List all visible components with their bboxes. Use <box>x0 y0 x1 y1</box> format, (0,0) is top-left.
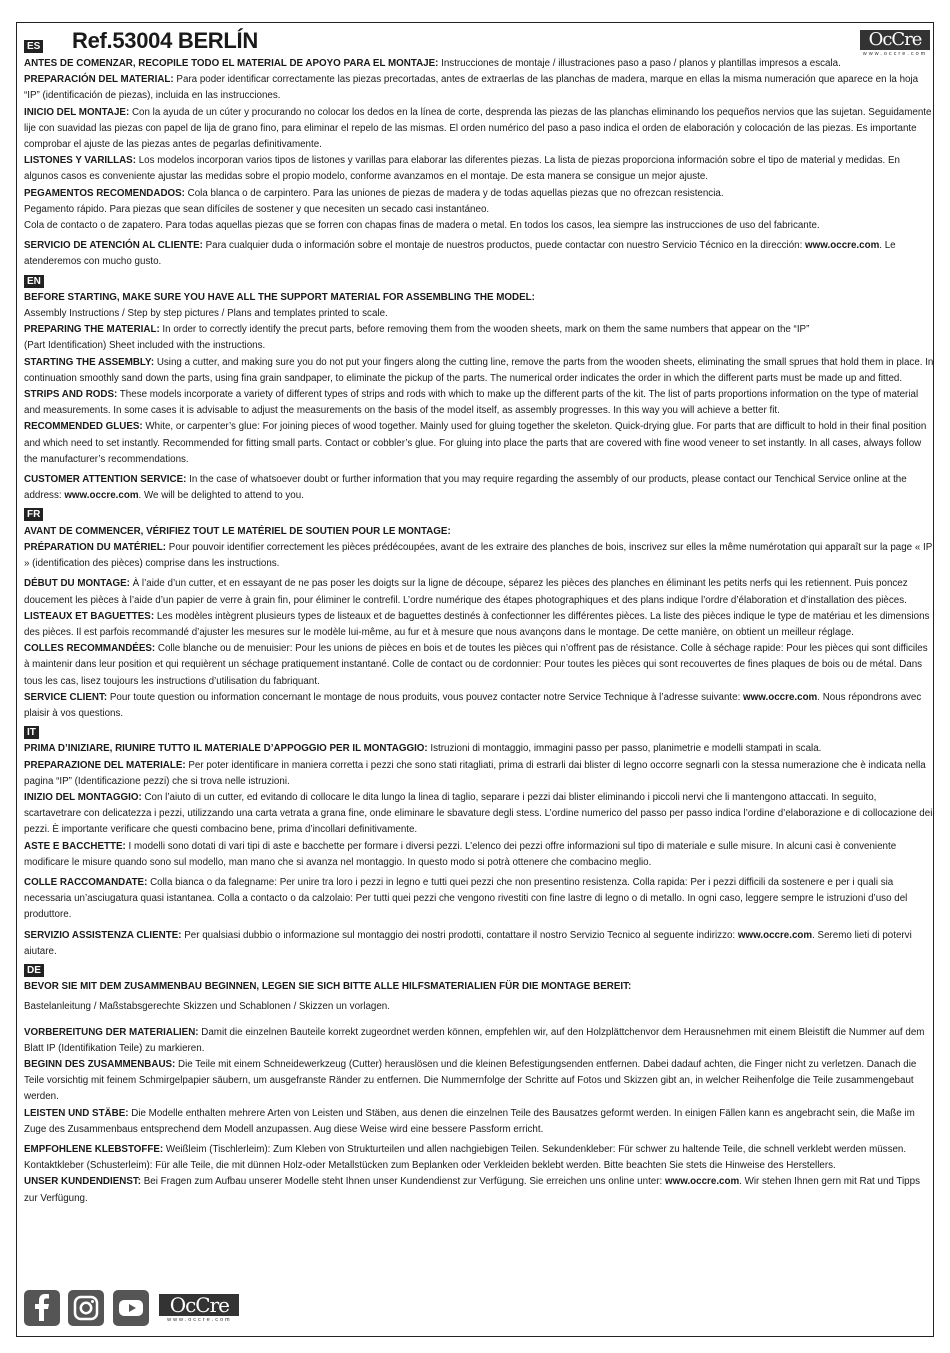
paragraph-heading: INIZIO DEL MONTAGGIO: <box>24 791 142 803</box>
paragraph-text: Damit die einzelnen Bauteile korrekt zugeordnet werden können, empfehlen wir, auf den Holzplättchenvor dem Herausnehmen mit einem Bleistift die Nummer auf dem Blatt IP (Identifikation Teile) zu markieren. <box>24 1026 925 1054</box>
paragraph <box>24 72 934 104</box>
paragraph-text: Les modèles intègrent plusieurs types de listeaux et de baguettes destinés à confectionner les différentes pièces. La liste des pièces indique le type de matériau et les dimensions des pièces. Il est parfois recommandé d’ajuster les mesures sur le modèle lui-même, au fur et à mesure que nous avançons dans le montage. De cette manière, on obtient un meilleur réglage. <box>24 610 930 638</box>
paragraph <box>24 875 934 924</box>
paragraph-heading: LISTONES Y VARILLAS: <box>24 155 136 167</box>
website-link[interactable]: www.occre.com <box>664 1176 740 1188</box>
paragraph-text: Cola blanca o de carpintero. Para las uniones de piezas de madera y de todas aquellas piezas que no ofrezcan resistencia. <box>184 187 724 199</box>
paragraph-text-end: . Le atenderemos con mucho gusto. <box>24 240 896 268</box>
paragraph-text: Per poter identificare in maniera corretta i pezzi che sono stati ritagliati, prima di estrarli dai blister di legno occorre segnarli con la stessa numerazione che è indicata nella pagina “IP” (Identificazione pezzi) che si trova nelle istruzioni. <box>24 759 926 787</box>
paragraph-heading: STARTING THE ASSEMBLY: <box>24 356 155 368</box>
paragraph-text: White, or carpenter’s glue: For joining pieces of wood together. Mainly used for gluing together the skeleton. Quick-drying glue. For parts that are difficult to hold in their final position and which need to set instantly. Recommended for fitting small parts. Contact or cobbler’s glue. For gluing into place the parts that are covered with fine wood veneer to set instantly. In all cases, always follow the manufacturer’s recommendations. <box>24 421 927 465</box>
paragraph <box>24 387 934 419</box>
paragraph-heading: SERVICIO DE ATENCIÓN AL CLIENTE: <box>24 240 203 252</box>
paragraph-heading: LISTEAUX ET BAGUETTES: <box>24 610 155 622</box>
paragraph <box>24 186 934 202</box>
section-de <box>24 960 934 1207</box>
paragraph-text: Assembly Instructions / Step by step pictures / Plans and templates printed to scale. <box>24 308 388 320</box>
instagram-icon[interactable] <box>68 1290 104 1326</box>
youtube-icon[interactable] <box>113 1290 149 1326</box>
paragraph <box>24 839 934 871</box>
paragraph-heading: BEVOR SIE MIT DEM ZUSAMMENBAU BEGINNEN, LEGEN SIE SICH BITTE ALLE HILFSMATERIALIEN FÜR DIE MONTAGE BEREIT: <box>24 981 632 993</box>
paragraph-text: Bei Fragen zum Aufbau unserer Modelle steht Ihnen unser Kundendienst zur Verfügung. Sie erreichen uns online unter: <box>141 1176 665 1188</box>
paragraph-text: In the case of whatsoever doubt or further information that you may require regarding the assembly of our products, please contact our Tenchical Service online at the address: <box>24 474 907 502</box>
paragraph <box>24 524 934 540</box>
paragraph <box>24 153 934 185</box>
paragraph <box>24 1106 934 1138</box>
paragraph-text: À l’aide d’un cutter, et en essayant de ne pas poser les doigts sur la ligne de découpe, séparez les pièces des planches en éliminant les petits nerfs qui les retiennent. Puis poncez doucement les pièces à l’aide d’un papier de verre à grain fin, pour éliminer le contrefil. L’ordre numérique des étapes photographiques et des plans indique l’ordre d’élaboration et d’installation des pièces. <box>24 578 908 606</box>
paragraph-heading: PREPARAZIONE DEL MATERIALE: <box>24 759 186 771</box>
paragraph-heading: PRIMA D’INIZIARE, RIUNIRE TUTTO IL MATERIALE D’APPOGGIO PER IL MONTAGGIO: <box>24 743 428 755</box>
paragraph-text-end: . Seremo lieti di potervi aiutare. <box>24 929 912 957</box>
instructions-content <box>24 56 934 1207</box>
ref-title: Ref.53004 BERLÍN <box>72 28 258 53</box>
lang-badge-es-header: ES <box>24 40 43 53</box>
paragraph <box>24 790 934 839</box>
paragraph-text-end: . We will be delighted to attend to you. <box>138 490 304 502</box>
paragraph-text: Con l’aiuto di un cutter, ed evitando di collocare le dita lungo la linea di taglio, separare i pezzi dai blister eliminando i piccoli nervi che li mantengono attaccati. In seguito, scartavetrare con delicatezza i pezzi, utilizzando una carta vetrata a grana fine, onde eliminare le sbavature degli stess. L’ordine numerico del passo per passo indica l’ordine d’elaborazione e di collocazione dei pezzi. È importante verificare che questi combacino bene, prima d’incollari definitivamente. <box>24 791 933 836</box>
paragraph-heading: INICIO DEL MONTAJE: <box>24 106 130 118</box>
paragraph <box>24 472 934 504</box>
paragraph-heading: SERVICE CLIENT: <box>24 691 108 703</box>
paragraph <box>24 56 934 72</box>
paragraph-heading: PRÉPARATION DU MATÉRIEL: <box>24 541 167 553</box>
paragraph-text: Cola de contacto o de zapatero. Para todas aquellas piezas que se forren con chapas finas de madera o metal. En todos los casos, lea siempre las instrucciones de uso del fabricante. <box>24 220 820 232</box>
website-link[interactable]: www.occre.com <box>737 929 813 941</box>
section-fr <box>24 504 934 722</box>
paragraph-text: Colle blanche ou de menuisier: Pour les unions de pièces en bois et de toutes les pièces qui n’offrent pas de résistance. Colle à séchage rapide: Pour les pièces qui sont difficiles à maintenir dans leur position et qui requièrent un séchage pratiquement instantané. Colle de contact ou de cordonnier: Pour toutes les pièces qui sont recouvertes de fines plaques de bois ou de métal. Dans tous les cas, lisez toujours les instructions d’utilisation du fabriquant. <box>24 643 928 687</box>
header <box>24 28 934 56</box>
paragraph-heading: VORBEREITUNG DER MATERIALIEN: <box>24 1026 199 1038</box>
footer-logo-text: OcCre <box>169 1293 229 1317</box>
paragraph <box>24 1025 934 1057</box>
paragraph-heading: BEGINN DES ZUSAMMENBAUS: <box>24 1058 176 1070</box>
paragraph-text: I modelli sono dotati di vari tipi di aste e bacchette per formare i diversi pezzi. L’elenco dei pezzi offre informazioni sul tipo di materiale e sulle misure. In alcuni casi è conveniente modificare le misure quando sono sul modello, man mano che si avanza nel montaggio. In questo modo si potrà ottenere che combacino meglio. <box>24 840 897 868</box>
paragraph-text: Bastelanleitung / Maßstabsgerechte Skizzen und Schablonen / Skizzen un vorlagen. <box>24 1001 390 1013</box>
paragraph <box>24 355 934 387</box>
paragraph <box>24 290 934 306</box>
footer-occre-logo <box>159 1294 239 1323</box>
facebook-icon[interactable] <box>24 1290 60 1326</box>
lang-badge-it: IT <box>24 726 39 739</box>
paragraph-heading: PREPARING THE MATERIAL: <box>24 324 160 336</box>
paragraph-text: (Part Identification) Sheet included with the instructions. <box>24 340 266 352</box>
paragraph-text: Para poder identificar correctamente las piezas precortadas, antes de extraerlas de las planchas de madera, marque en ellas la misma numeración que aparece en la hoja “IP” (identificación de piezas), incluida en las instrucciones. <box>24 74 919 102</box>
paragraph-heading: EMPFOHLENE KLEBSTOFFE: <box>24 1144 164 1155</box>
paragraph-text: Instrucciones de montaje / illustraciones paso a paso / planos y plantillas impresos a escala. <box>438 58 841 69</box>
paragraph-heading: RECOMMENDED GLUES: <box>24 421 143 433</box>
paragraph <box>24 641 934 690</box>
paragraph <box>24 928 934 960</box>
paragraph <box>24 999 934 1015</box>
section-en <box>24 271 934 505</box>
paragraph <box>24 338 934 354</box>
paragraph-text: Pour pouvoir identifier correctement les pièces prédécoupées, avant de les extraire des planches de bois, inscrivez sur elles la même numérotation qui apparaît sur la page « IP » (identification des pièces) comprise dans les instructions. <box>24 541 933 570</box>
paragraph-text-end: . Wir stehen Ihnen gern mit Rat und Tipps zur Verfügung. <box>24 1176 920 1204</box>
paragraph <box>24 758 934 790</box>
paragraph-text: Per qualsiasi dubbio o informazione sul montaggio dei nostri prodotti, contattare il nostro Servizio Tecnico al seguente indirizzo: <box>181 929 738 941</box>
paragraph <box>24 202 934 218</box>
paragraph-text: Colla bianca o da falegname: Per unire tra loro i pezzi in legno e tutti quei pezzi che non presentino resistenza. Colla rapida: Per i pezzi difficili da sostenere e per i quali sia necessaria un’asciugatura quasi istantanea. Colla a contacto o da calzolaio: Per tutti quei pezzi che vengono rivestiti con fine lastre di legno o di metallo. In ogni caso, leggere sempre le istruzioni d’uso del produttore. <box>24 876 908 921</box>
lang-badge-en: EN <box>24 275 44 288</box>
paragraph-heading: UNSER KUNDENDIENST: <box>24 1176 142 1188</box>
paragraph-text: Pour toute question ou information concernant le montage de nous produits, vous pouvez contacter notre Service Technique à l’adresse suivante: <box>107 691 744 703</box>
section-es <box>24 56 934 271</box>
paragraph-text: In order to correctly identify the precut parts, before removing them from the wooden sheets, mark on them the same numbers that appear on the “IP” <box>159 324 810 336</box>
paragraph-text: Los modelos incorporan varios tipos de listones y varillas para elaborar las diferentes piezas. La lista de piezas proporciona información sobre el tipo de material y medidas. En algunos casos es conveniente ajustar las medidas sobre el propio modelo, conforme avanzamos en el montaje. De esta manera se consigue un mejor ajuste. <box>24 155 900 183</box>
paragraph-heading: PEGAMENTOS RECOMENDADOS: <box>24 187 185 199</box>
paragraph-heading: ASTE E BACCHETTE: <box>24 840 126 852</box>
paragraph-text: Using a cutter, and making sure you do not put your fingers along the cutting line, remove the parts from the wooden sheets, eliminating the small sprues that hold them in place. In continuation smoothly sand down the parts, using fina grain sandpaper, to eliminate the pickup of the parts. The numerical order indicates the order in which the different parts must be made up and fitted. <box>24 356 934 384</box>
paragraph-text: Para cualquier duda o información sobre el montaje de nuestros productos, puede contactar con nuestro Servicio Técnico en la dirección: <box>202 240 806 252</box>
paragraph <box>24 690 934 722</box>
paragraph <box>24 105 934 154</box>
paragraph-heading: COLLE RACCOMANDATE: <box>24 876 148 888</box>
paragraph <box>24 322 934 338</box>
logo-text: OcCre <box>868 29 922 50</box>
website-link[interactable]: www.occre.com <box>743 691 818 703</box>
paragraph-heading: AVANT DE COMMENCER, VÉRIFIEZ TOUT LE MATÉRIEL DE SOUTIEN POUR LE MONTAGE: <box>24 525 451 537</box>
paragraph <box>24 1057 934 1106</box>
paragraph-heading: LEISTEN UND STÄBE: <box>24 1107 129 1119</box>
paragraph-text: Weißleim (Tischlerleim): Zum Kleben von Strukturteilen und allen nachgiebigen Teilen. Sekundenkleber: Für schwer zu haltende Teile, die schnell verklebt werden müssen. Kontaktkleber (Schusterleim): Für alle Teile, die mit dünnen Holz-oder Metallstücken zum Beplanken oder Verkleiden beklebt werden. Bitte beachten Sie stets die Hinweise des Herstellers. <box>24 1144 907 1172</box>
paragraph <box>24 576 934 608</box>
paragraph <box>24 540 934 572</box>
lang-badge-de: DE <box>24 964 44 977</box>
paragraph-text: Istruzioni di montaggio, immagini passo per passo, planimetrie e modelli stampati in scala. <box>427 743 822 755</box>
paragraph <box>24 238 934 270</box>
paragraph-heading: COLLES RECOMMANDÉES: <box>24 643 156 655</box>
paragraph <box>24 218 934 234</box>
paragraph-heading: BEFORE STARTING, MAKE SURE YOU HAVE ALL THE SUPPORT MATERIAL FOR ASSEMBLING THE MODEL: <box>24 291 535 303</box>
paragraph <box>24 609 934 641</box>
website-link[interactable]: www.occre.com <box>64 490 139 502</box>
footer <box>24 1290 324 1330</box>
paragraph-heading: STRIPS AND RODS: <box>24 389 118 401</box>
paragraph-text-end: . Nous répondrons avec plaisir à vos questions. <box>24 691 922 719</box>
paragraph-text: Con la ayuda de un cúter y procurando no colocar los dedos en la línea de corte, desprenda las piezas de las planchas eliminando los pequeños nervios que las sujetan. Seguidamente lije con suavidad las piezas con papel de lija de grano fino, para eliminar el repelo de las mismas. El orden numérico del paso a paso indica el orden de elaboración y colocación de las piezas. Es importante comprobar el ajuste de las piezas antes de pegarlas definitivamente. <box>24 106 932 151</box>
paragraph <box>24 741 934 757</box>
website-link[interactable]: www.occre.com <box>805 240 880 252</box>
paragraph-heading: PREPARACIÓN DEL MATERIAL: <box>24 74 174 86</box>
paragraph <box>24 1142 934 1174</box>
occre-logo <box>860 30 930 57</box>
paragraph <box>24 1174 934 1206</box>
paragraph-heading: CUSTOMER ATTENTION SERVICE: <box>24 474 187 486</box>
paragraph <box>24 979 934 995</box>
paragraph-text: Die Modelle enthalten mehrere Arten von Leisten und Stäben, aus denen die einzelnen Teile des Bausatzes geformt werden. In einigen Fällen kann es angebracht sein, die Maße im Zuge des Zusammenbaus entsprechend dem Modell anzupassen. Aug diese Weise wird eine bessere Passform erricht. <box>24 1107 915 1135</box>
paragraph-heading: DÉBUT DU MONTAGE: <box>24 578 130 590</box>
paragraph-text: Pegamento rápido. Para piezas que sean difíciles de sostener y que necesiten un secado casi instantáneo. <box>24 203 490 215</box>
paragraph-text: Die Teile mit einem Schneidewerkzeug (Cutter) herauslösen und die kleinen Befestigungsenden entfernen. Dabei dadauf achten, die Finger nicht zu verletzen. Danach die Teile vorsichtig mit feinem Schmirgelpapier säubern, um ausgefranste Ränder zu entfernen. Die Nummernfolge der Schritte auf Fotos und Skizzen gibt an, in welcher Reihenfolge die Teile zusammengebaut werden. <box>24 1058 917 1103</box>
paragraph <box>24 306 934 322</box>
lang-badge-fr: FR <box>24 508 43 521</box>
footer-logo-url: www.occre.com <box>167 1317 232 1323</box>
paragraph-heading: SERVIZIO ASSISTENZA CLIENTE: <box>24 929 182 941</box>
section-it <box>24 722 934 960</box>
paragraph-text: These models incorporate a variety of different types of strips and rods with which to make up the different parts of the kit. The list of parts proportions information on the type of material and measurements. In some cases it is advisable to adjust the measurements on the basis of the model itself, as assembly progresses. In this way you will achieve a better fit. <box>24 389 919 417</box>
paragraph-heading: ANTES DE COMENZAR, RECOPILE TODO EL MATERIAL DE APOYO PARA EL MONTAJE: <box>24 58 439 69</box>
logo-url: www.occre.com <box>862 51 928 57</box>
paragraph <box>24 419 934 468</box>
